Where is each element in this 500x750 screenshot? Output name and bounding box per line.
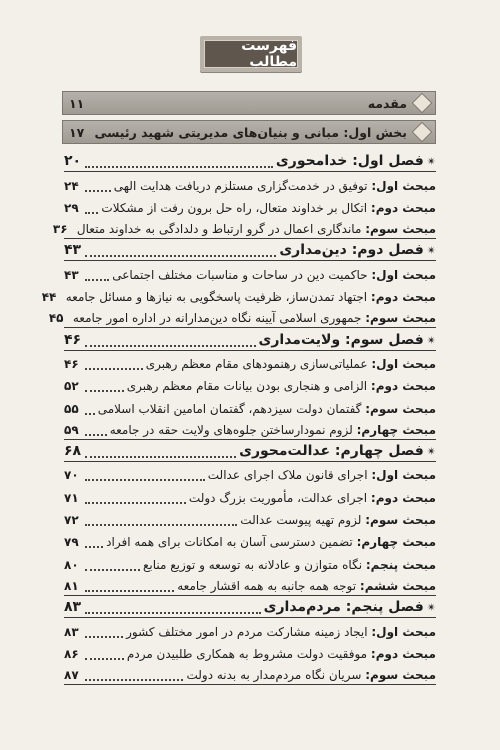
toc-title-frame: [204, 40, 298, 68]
toc-section-row[interactable]: [64, 551, 436, 573]
section-text: سریان نگاه مردم‌مدار به بدنه دولت: [186, 668, 362, 683]
page-number: ۸۷: [64, 668, 79, 683]
star-bullet-icon: ✴: [426, 244, 436, 258]
chapter-title: فصل اول: خدامحوری: [275, 153, 424, 170]
page-number: ۸۳: [64, 599, 82, 616]
leader-dots: [85, 399, 95, 415]
toc-section-row[interactable]: [64, 618, 436, 640]
page-number: ۴۵: [48, 311, 64, 326]
page-number: ۸۰: [64, 557, 79, 572]
toc-section-row[interactable]: [64, 663, 436, 685]
section-text: اجتهاد تمدن‌ساز، ظرفیت پاسخگویی به نیازها و مسائل جامعه: [65, 290, 368, 305]
leader-dots: [85, 442, 236, 458]
toc-section-row[interactable]: [64, 529, 436, 551]
page-number: ۲۰: [64, 153, 82, 170]
banner-introduction[interactable]: [62, 91, 436, 115]
banner-page-number: ۱۷: [69, 124, 85, 140]
banner-page-number: ۱۱: [69, 95, 85, 111]
toc-section-row[interactable]: [64, 172, 436, 194]
section-prefix: مبحث دوم:: [370, 290, 436, 305]
section-text: اجرای عدالت، مأموریت بزرگ دولت: [188, 490, 368, 505]
section-title: [146, 357, 436, 373]
section-prefix: مبحث اول:: [371, 267, 436, 282]
chapter-title: فصل دوم: دین‌مداری: [279, 242, 424, 259]
page-number: ۷۹: [64, 535, 79, 550]
toc-section-row[interactable]: [64, 462, 436, 484]
page-number: ۳۶: [52, 222, 68, 237]
leader-dots: [85, 622, 123, 638]
section-prefix: مبحث سوم:: [365, 401, 436, 416]
section-title: [186, 668, 436, 684]
page-number: ۶۸: [64, 443, 82, 460]
toc-section-row[interactable]: [48, 306, 436, 328]
section-text: موفقیت دولت مشروط به همکاری طلبیدن مردم: [126, 646, 368, 661]
leader-dots: [85, 555, 140, 571]
page-number: ۴۴: [41, 290, 57, 305]
leader-dots: [85, 420, 107, 436]
section-title: [177, 579, 436, 595]
section-prefix: مبحث ششم:: [359, 578, 436, 593]
leader-dots: [85, 644, 124, 660]
section-title: [208, 468, 436, 484]
toc-section-row[interactable]: [64, 641, 436, 663]
section-text: تضمین دسترسی آسان به امکانات برای همه افراد: [106, 535, 353, 550]
leader-dots: [85, 331, 256, 347]
page-number: ۴۳: [64, 267, 79, 282]
section-title: [143, 558, 436, 574]
section-prefix: مبحث دوم:: [370, 379, 436, 394]
leader-dots: [85, 376, 124, 392]
section-text: گفتمان دولت سیزدهم، گفتمان امامین انقلاب اسلامی: [97, 401, 362, 416]
ornament-icon: [412, 93, 432, 113]
section-prefix: مبحث دوم:: [370, 646, 436, 661]
section-prefix: مبحث چهارم:: [356, 535, 436, 550]
section-text: جمهوری اسلامی آیینه نگاه دین‌مدارانه در اداره امور جامعه: [72, 311, 362, 326]
page-number: ۷۲: [64, 513, 79, 528]
section-title: [101, 201, 436, 217]
section-text: ماندگاری اعمال در گرو ارتباط و دلدادگی به خداوند متعال: [76, 222, 362, 237]
page-number: ۷۰: [64, 468, 79, 483]
section-title: [66, 290, 436, 306]
section-prefix: مبحث چهارم:: [356, 422, 436, 437]
section-prefix: مبحث سوم:: [365, 311, 436, 326]
toc-section-row[interactable]: [64, 351, 436, 373]
section-prefix: مبحث سوم:: [365, 668, 436, 683]
page-number: ۴۳: [64, 242, 82, 259]
toc-section-row[interactable]: [64, 574, 436, 596]
banner-label: بخش اول: مبانی و بنیان‌های مدیریتی شهید رئیسی: [94, 124, 407, 140]
section-text: اتکال بر خداوند متعال، راه حل برون رفت از مشکلات: [101, 200, 368, 215]
chapter-title: فصل چهارم: عدالت‌محوری: [239, 443, 424, 460]
star-bullet-icon: ✴: [426, 601, 436, 615]
section-title: [127, 379, 436, 395]
section-title: [240, 513, 436, 529]
star-bullet-icon: ✴: [426, 445, 436, 459]
toc-section-row[interactable]: [64, 261, 436, 283]
section-text: ایجاد زمینه مشارکت مردم در امور مختلف کشور: [126, 624, 368, 639]
toc-chapter-row[interactable]: [64, 239, 436, 261]
section-text: لزوم تهیه پیوست عدالت: [240, 513, 362, 528]
page-number: ۸۱: [64, 578, 79, 593]
page-number: ۲۹: [64, 200, 79, 215]
section-text: عملیاتی‌سازی رهنمودهای مقام معظم رهبری: [145, 356, 368, 371]
chapter-title: فصل سوم: ولایت‌مداری: [258, 331, 424, 348]
toc-section-row[interactable]: [64, 418, 436, 440]
section-title: [106, 535, 436, 551]
section-title: [110, 423, 436, 439]
toc-title: فهرست مطالب: [241, 38, 297, 70]
toc-chapter-row[interactable]: [64, 150, 436, 172]
page-number: ۸۶: [64, 646, 79, 661]
toc-section-row[interactable]: [64, 507, 436, 529]
toc-section-row[interactable]: [64, 373, 436, 395]
toc-chapter-row[interactable]: [64, 596, 436, 618]
leader-dots: [85, 665, 183, 681]
page-number: ۷۱: [64, 490, 79, 505]
page-number: ۸۳: [64, 624, 79, 639]
page-number: ۵۲: [64, 379, 79, 394]
section-prefix: مبحث سوم:: [365, 222, 436, 237]
banner-part-one[interactable]: [62, 120, 436, 144]
section-prefix: مبحث اول:: [371, 178, 436, 193]
section-prefix: مبحث پنجم:: [365, 557, 436, 572]
section-title: [126, 625, 436, 641]
star-bullet-icon: ✴: [426, 333, 436, 347]
leader-dots: [85, 265, 109, 281]
section-prefix: مبحث دوم:: [370, 200, 436, 215]
leader-dots: [85, 152, 273, 168]
toc-section-row[interactable]: [64, 395, 436, 417]
leader-dots: [85, 198, 98, 214]
toc-chapter-row[interactable]: [64, 328, 436, 350]
section-text: اجرای قانون ملاک اجرای عدالت: [207, 468, 368, 483]
toc-chapter-row[interactable]: [64, 440, 436, 462]
section-prefix: مبحث سوم:: [365, 513, 436, 528]
section-text: نگاه متوازن و عادلانه به توسعه و توزیع منابع: [142, 557, 363, 572]
section-text: توجه همه جانبه به همه اقشار جامعه: [177, 578, 357, 593]
leader-dots: [85, 465, 205, 481]
leader-dots: [85, 354, 143, 370]
page-number: ۵۹: [64, 422, 79, 437]
toc-section-row[interactable]: [52, 217, 436, 239]
leader-dots: [85, 576, 174, 592]
section-text: حاکمیت دین در ساحات و مناسبات مختلف اجتماعی: [112, 267, 368, 282]
leader-dots: [85, 510, 237, 526]
chapter-title: فصل پنجم: مردم‌مداری: [263, 599, 424, 616]
section-text: الزامی و هنجاری بودن بیانات مقام معظم رهبری: [126, 379, 368, 394]
section-title: [98, 402, 436, 418]
page-number: ۵۵: [64, 401, 79, 416]
section-prefix: مبحث اول:: [371, 468, 436, 483]
page-number: ۴۶: [64, 356, 79, 371]
section-title: [112, 268, 436, 284]
page-number: ۴۶: [64, 331, 82, 348]
toc-section-row[interactable]: [64, 484, 436, 506]
toc-section-row[interactable]: [64, 195, 436, 217]
page-number: ۲۴: [64, 178, 79, 193]
section-title: [73, 311, 436, 327]
toc-section-row[interactable]: [41, 284, 436, 306]
toc-title-plaque: [200, 36, 302, 72]
section-prefix: مبحث اول:: [371, 356, 436, 371]
section-title: [127, 647, 436, 663]
star-bullet-icon: ✴: [426, 155, 436, 169]
section-title: [114, 179, 436, 195]
ornament-icon: [412, 122, 432, 142]
leader-dots: [85, 241, 276, 257]
leader-dots: [85, 598, 261, 614]
section-text: توفیق در خدمت‌گزاری مستلزم دریافت هدایت الهی: [113, 178, 368, 193]
section-text: لزوم نمودارساختن جلوه‌های ولایت حقه در جامعه: [109, 422, 353, 437]
section-prefix: مبحث اول:: [371, 624, 436, 639]
leader-dots: [85, 488, 186, 504]
section-title: [77, 222, 436, 238]
toc-list: [41, 150, 436, 685]
section-prefix: مبحث دوم:: [370, 490, 436, 505]
section-title: [189, 491, 436, 507]
leader-dots: [85, 176, 111, 192]
leader-dots: [85, 532, 103, 548]
banner-label: مقدمه: [367, 95, 407, 111]
